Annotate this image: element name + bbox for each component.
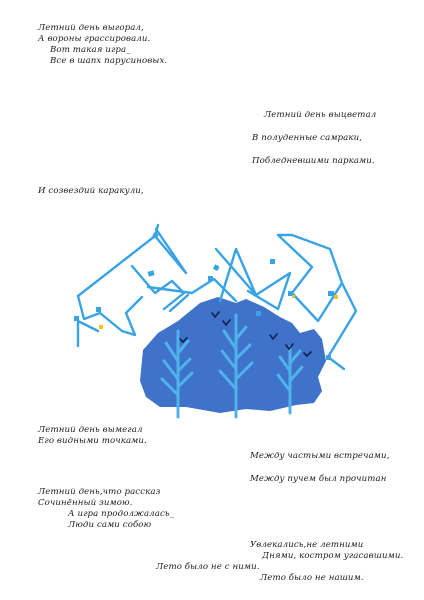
verse-line: Между частыми встречами,	[250, 451, 390, 461]
verse-line: Его видными точками.	[38, 436, 147, 446]
illustration	[60, 221, 362, 440]
stanza-5	[250, 451, 389, 485]
verse-line: А игра продолжалась_	[68, 509, 175, 519]
verse-line: А вороны грассировали.	[38, 34, 151, 44]
verse-line: Побледневшими парками.	[252, 156, 375, 166]
verse-line: Летний день выгорал,	[38, 23, 144, 33]
stanza-1	[38, 23, 168, 67]
verse-line: В полуденные самраки,	[252, 133, 363, 143]
verse-line: Лето было не с ними.	[156, 562, 260, 572]
verse-line: И созвездий каракули,	[38, 186, 144, 196]
stanza-6	[38, 487, 175, 531]
stanza-4	[38, 425, 147, 447]
verse-line: Днями, костром угасавшими.	[262, 551, 404, 561]
stanza-2	[252, 110, 375, 167]
verse-line: Сочинённый зимою.	[38, 498, 133, 508]
verse-line: Между пучем был прочитан	[250, 474, 387, 484]
verse-line: Летний день,что рассказ	[38, 487, 161, 497]
verse-line: Лето было не нашим.	[260, 573, 364, 583]
verse-line: Летний день вымегал	[38, 425, 143, 435]
verse-line: Люди сами собою	[68, 520, 152, 530]
verse-line: Увлекались,не летними	[250, 540, 364, 550]
verse-line: Вот такая игра_	[50, 45, 131, 55]
verse-line: Все в шапх парусиновых.	[50, 56, 168, 66]
stanza-3	[38, 186, 144, 197]
stanza-7	[150, 540, 404, 584]
collage-artwork	[60, 221, 362, 440]
verse-line: Летний день выцветал	[264, 110, 377, 120]
